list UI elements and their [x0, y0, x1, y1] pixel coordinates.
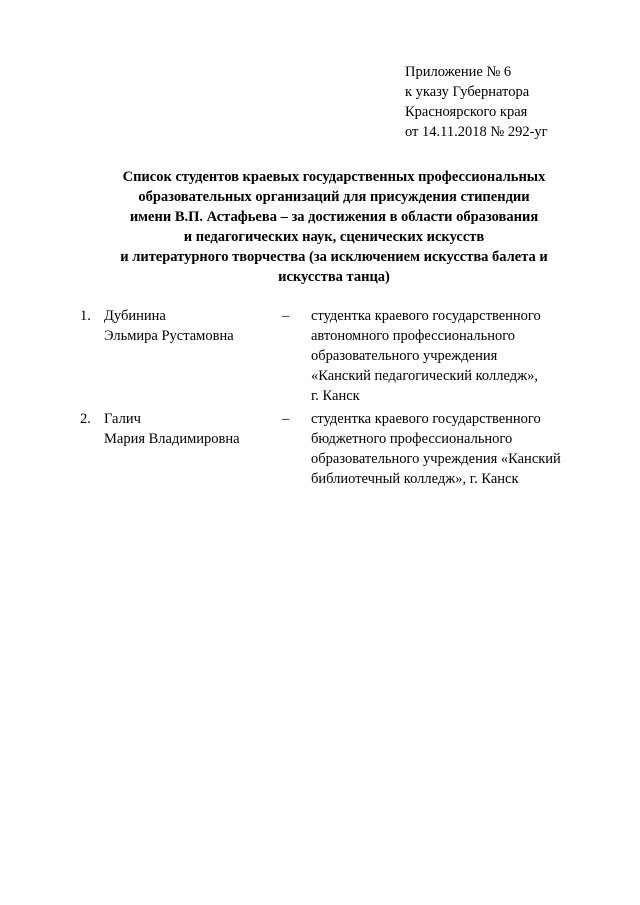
- description-line: библиотечный колледж», г. Канск: [311, 471, 519, 487]
- entry-number: 1.: [80, 308, 91, 324]
- title-line: образовательных организаций для присуждения стипендии: [138, 189, 530, 205]
- appendix-line: Приложение № 6: [405, 64, 512, 80]
- student-name: [104, 306, 234, 346]
- title-line: имени В.П. Астафьева – за достижения в области образования: [129, 209, 539, 225]
- description-line: автономного профессионального: [311, 328, 516, 344]
- appendix-line: к указу Губернатора: [405, 84, 530, 100]
- description-line: студентка краевого государственного: [311, 411, 541, 427]
- entry-dash: –: [282, 411, 290, 427]
- title-line: Список студентов краевых государственных профессиональных: [122, 169, 546, 185]
- description-line: студентка краевого государственного: [311, 308, 541, 324]
- title-line: и литературного творчества (за исключением искусства балета и: [120, 249, 548, 265]
- student-surname: Галич: [104, 411, 141, 427]
- appendix-line: от 14.11.2018 № 292-уг: [405, 124, 548, 140]
- description-line: «Канский педагогический колледж»,: [311, 368, 538, 384]
- title-line: и педагогических наук, сценических искусств: [183, 229, 485, 245]
- student-description: [311, 409, 561, 489]
- student-given-names: Мария Владимировна: [104, 431, 240, 447]
- description-line: образовательного учреждения «Канский: [311, 451, 561, 467]
- appendix-block: [405, 62, 548, 142]
- description-line: бюджетного профессионального: [311, 431, 513, 447]
- entry-number: 2.: [80, 411, 91, 427]
- entry-dash: –: [282, 308, 290, 324]
- description-line: г. Канск: [311, 388, 360, 404]
- student-name: [104, 409, 240, 449]
- student-surname: Дубинина: [104, 308, 166, 324]
- title-line: искусства танца): [278, 269, 390, 285]
- document-title: [60, 167, 608, 287]
- description-line: образовательного учреждения: [311, 348, 498, 364]
- appendix-line: Красноярского края: [405, 104, 528, 120]
- student-description: [311, 306, 541, 406]
- student-given-names: Эльмира Рустамовна: [104, 328, 234, 344]
